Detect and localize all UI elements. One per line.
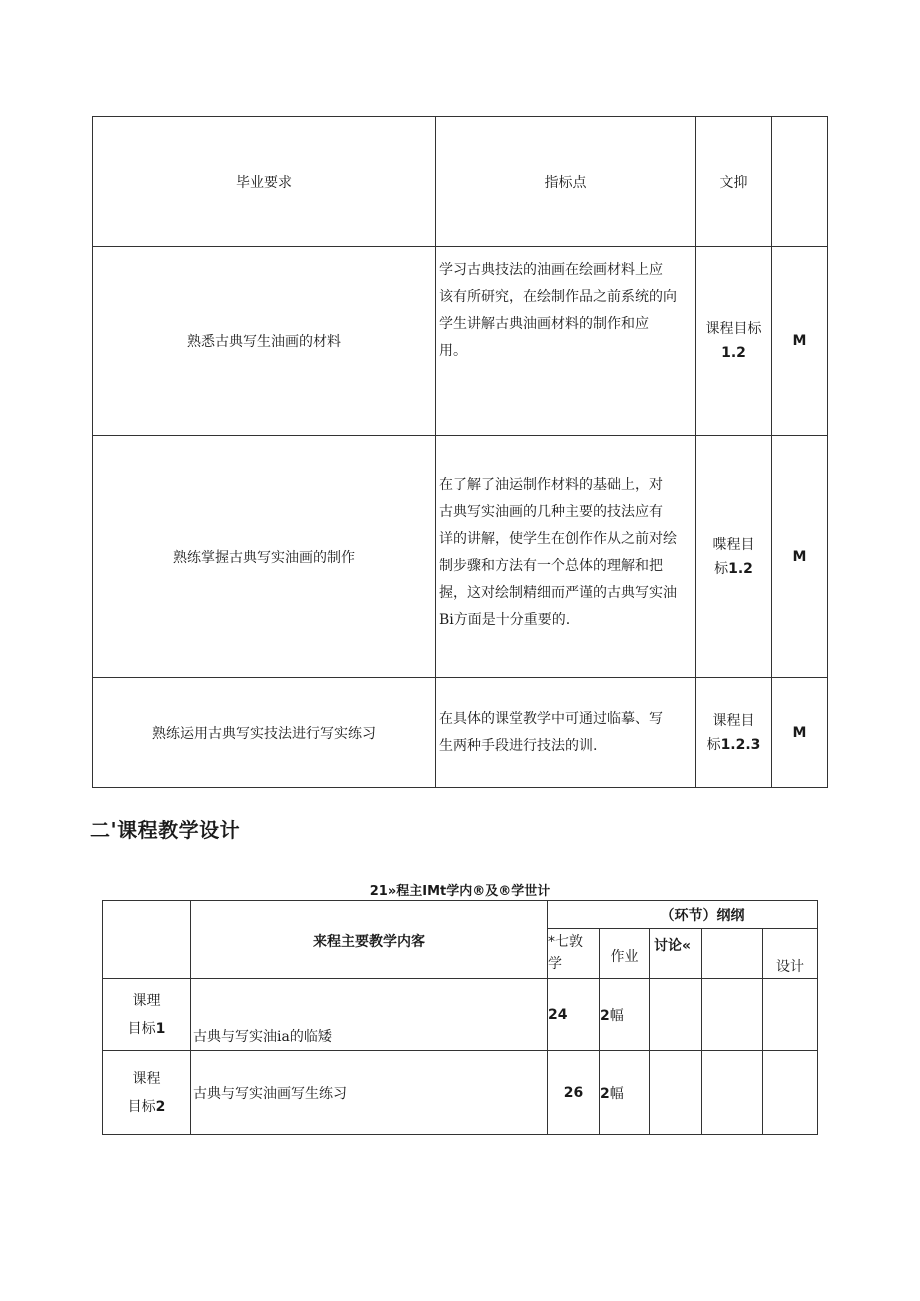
table-row bbox=[93, 678, 828, 788]
content-cell: 古典与写实油ia的临矮 bbox=[191, 979, 548, 1051]
table-row bbox=[103, 979, 818, 1051]
header-lecture bbox=[548, 929, 600, 979]
support-level: M bbox=[772, 247, 828, 436]
goal-text: 课程目标 bbox=[705, 321, 762, 337]
goal-cell bbox=[103, 979, 191, 1051]
indicator-line: 古典写实油画的几种主要的技法应有 bbox=[439, 504, 663, 520]
homework-number: 2 bbox=[600, 1085, 610, 1102]
homework-unit: 幅 bbox=[609, 1007, 624, 1024]
goal-text: 喋程目 bbox=[712, 536, 755, 553]
requirement-cell: 熟练掌握古典写实油画的制作 bbox=[93, 436, 436, 678]
indicator-line: 在具体的课堂教学中可通过临摹、写 bbox=[439, 711, 663, 727]
goal-number: 1.2 bbox=[728, 560, 753, 577]
graduation-requirements-table bbox=[92, 116, 828, 788]
table-row bbox=[93, 436, 828, 678]
goal-cell bbox=[696, 247, 772, 436]
empty-cell bbox=[650, 979, 702, 1051]
indicator-line: 该有所研究，在绘制作品之前系统的向 bbox=[439, 289, 677, 305]
header-lecture-line: 学 bbox=[548, 956, 562, 972]
header-content: 来程主要教学内客 bbox=[191, 901, 548, 979]
header-empty bbox=[103, 901, 191, 979]
indicator-cell bbox=[436, 678, 696, 788]
hours-cell: 26 bbox=[548, 1051, 600, 1135]
header-goal: 文抑 bbox=[696, 117, 772, 247]
course-design-table bbox=[102, 900, 818, 1135]
goal-cell bbox=[103, 1051, 191, 1135]
empty-cell bbox=[763, 979, 818, 1051]
indicator-line: 学习古典技法的油画在绘画材料上应 bbox=[439, 262, 663, 278]
section-title: 二'课程教学设计 bbox=[90, 818, 241, 842]
content-cell: 古典与写实油画写生练习 bbox=[191, 1051, 548, 1135]
homework-cell bbox=[600, 979, 650, 1051]
header-support bbox=[772, 117, 828, 247]
goal-text: 课程目 bbox=[712, 712, 755, 729]
hours-cell: 24 bbox=[548, 979, 600, 1051]
indicator-line: 生两种手段进行技法的训. bbox=[439, 738, 598, 754]
goal-number: 1.2.3 bbox=[720, 736, 761, 753]
requirement-cell: 熟悉古典写生油画的材料 bbox=[93, 247, 436, 436]
goal-line: 课程 bbox=[132, 1070, 161, 1087]
goal-number: 1 bbox=[155, 1020, 166, 1037]
empty-cell bbox=[702, 1051, 763, 1135]
goal-cell bbox=[696, 436, 772, 678]
support-level: M bbox=[772, 436, 828, 678]
table-header-row bbox=[93, 117, 828, 247]
goal-text: 标 bbox=[714, 560, 729, 577]
goal-text: 标 bbox=[706, 736, 721, 753]
requirement-cell: 熟练运用古典写实技法进行写实练习 bbox=[93, 678, 436, 788]
indicator-line: 在了解了油运制作材料的基础上，对 bbox=[439, 477, 663, 493]
indicator-line: 制步骤和方法有一个总体的理解和把 bbox=[439, 558, 663, 574]
table-header-row bbox=[103, 901, 818, 929]
header-lecture-line: *七敦 bbox=[548, 934, 583, 950]
indicator-line: Bi方面是十分重要的. bbox=[439, 612, 571, 628]
empty-cell bbox=[763, 1051, 818, 1135]
indicator-cell bbox=[436, 436, 696, 678]
header-homework: 作业 bbox=[600, 929, 650, 979]
table-row bbox=[93, 247, 828, 436]
indicator-line: 详的讲解，使学生在创作作从之前对绘 bbox=[439, 531, 677, 547]
goal-number: 2 bbox=[155, 1098, 166, 1115]
table-row bbox=[103, 1051, 818, 1135]
indicator-line: 学生讲解古典油画材料的制作和应 bbox=[439, 316, 649, 332]
goal-line: 课理 bbox=[132, 992, 161, 1009]
header-design: 设计 bbox=[763, 929, 818, 979]
support-level: M bbox=[772, 678, 828, 788]
goal-number: 1.2 bbox=[721, 345, 746, 361]
indicator-cell bbox=[436, 247, 696, 436]
goal-line: 目标 bbox=[127, 1020, 156, 1037]
header-empty-col bbox=[702, 929, 763, 979]
empty-cell bbox=[702, 979, 763, 1051]
header-discussion: 讨论« bbox=[650, 929, 702, 979]
indicator-line: 握，这对绘制精细而严谨的古典写实油 bbox=[439, 585, 677, 601]
header-indicator: 指标点 bbox=[436, 117, 696, 247]
table-caption: 21»程主IMt学内®及®学世计 bbox=[369, 884, 551, 899]
goal-line: 目标 bbox=[127, 1098, 156, 1115]
header-requirement: 毕业要求 bbox=[93, 117, 436, 247]
homework-number: 2 bbox=[600, 1007, 610, 1024]
homework-unit: 幅 bbox=[609, 1085, 624, 1102]
goal-cell bbox=[696, 678, 772, 788]
homework-cell bbox=[600, 1051, 650, 1135]
indicator-line: 用。 bbox=[439, 343, 467, 359]
empty-cell bbox=[650, 1051, 702, 1135]
header-group: （环节）纲纲 bbox=[548, 901, 818, 929]
